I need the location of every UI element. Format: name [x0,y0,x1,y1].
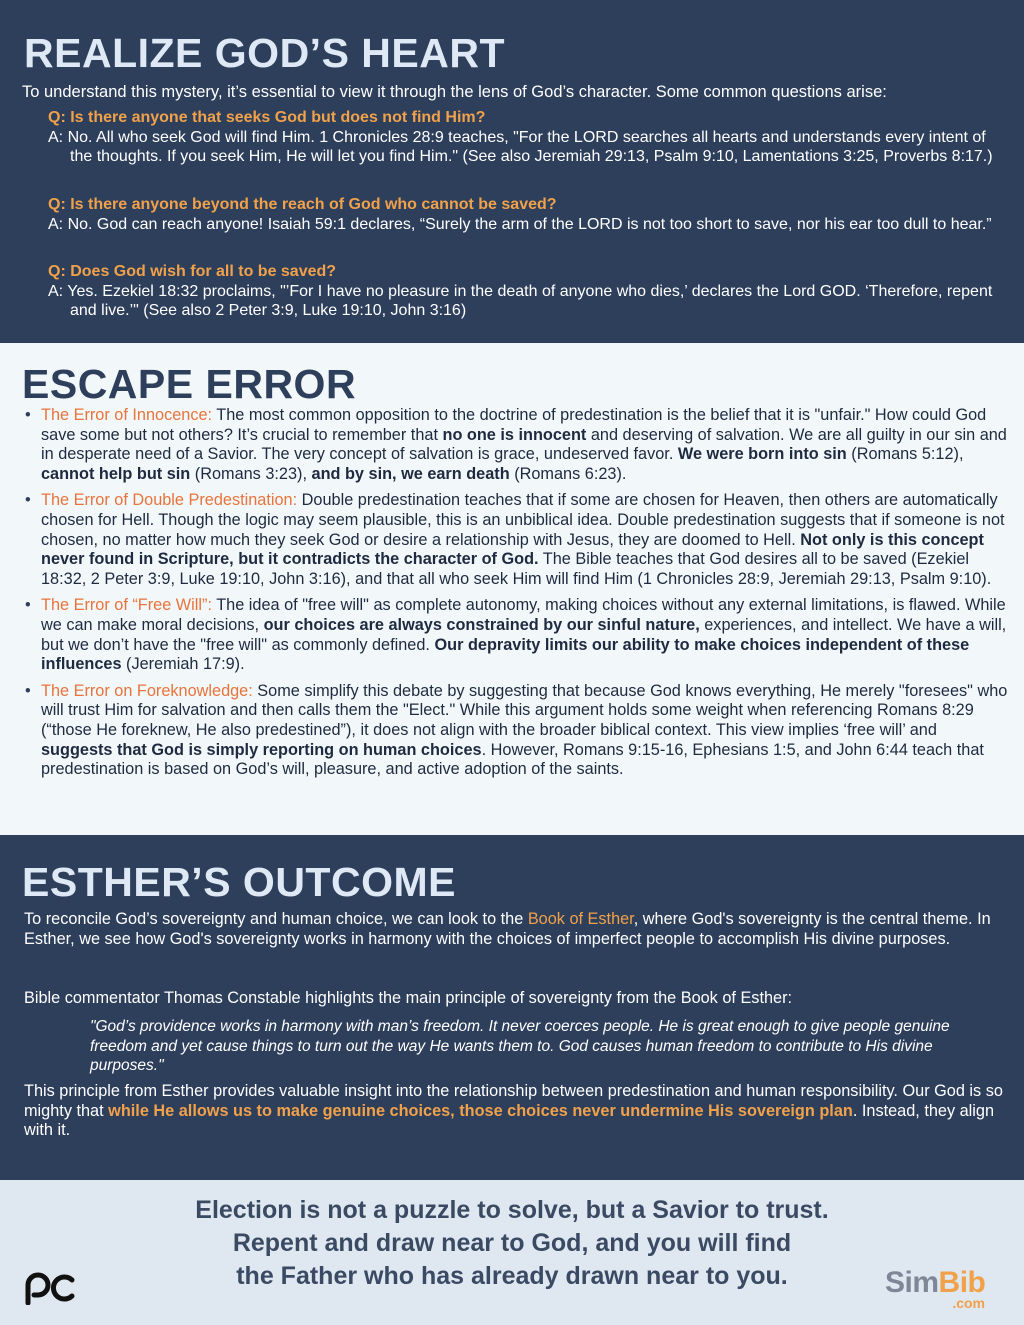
brand-bib: Bib [938,1266,986,1299]
paragraph [24,910,1004,949]
brand-dotcom: .com [952,1295,985,1311]
item-emphasis: We were born into sin [677,445,847,464]
item-text: The Bible teaches that God desires all to be saved (Ezekiel 18:32, 2 Peter 3:9, Luke 19:10, John 3:16), and that all who seek Him will find Him (1 Chronicles 28:9, Jeremiah 29:13, Psalm 9:10). [41,550,992,588]
item-lead: The Error of Double Predestination: [41,491,298,510]
realize-gods-heart-section [0,0,1024,343]
book-of-esther-highlight: Book of Esther [527,910,634,928]
brand-sim: Sim [885,1266,939,1299]
item-lead: The Error of “Free Will”: [41,596,212,615]
escape-error-section [0,343,1024,835]
paragraph: Bible commentator Thomas Constable highlights the main principle of sovereignty from the Book of Esther: [24,989,793,1007]
closing-statement [0,1194,1024,1293]
item-lead: The Error on Foreknowledge: [41,681,253,700]
question: Q: Is there anyone that seeks God but does not find Him? [48,109,486,126]
item-text: . However, Romans 9:15-16, Ephesians 1:5, and John 6:44 teach that predestination is based on God’s will, pleasure, and active adoption of the saints. [41,740,984,779]
paragraph [24,1082,1004,1141]
item-text: Some simplify this debate by suggesting that because God knows everything, He merely "foresees" who will trust Him for salvation and then calls them the "Elect." While this argument holds some weight when referencing Romans 8:29 (“those He foreknew, He also predestined”), it does not align with the broader biblical context. This view implies ‘free will’ and [41,681,1008,739]
paragraph-text: . Instead, they align with it. [24,1101,995,1140]
closing-line: Repent and draw near to God, and you will find [232,1229,792,1257]
closing-line: Election is not a puzzle to solve, but a Savior to trust. [195,1196,829,1224]
item-emphasis: suggests that God is simply reporting on human choices [41,740,482,759]
constable-quote: "God’s providence works in harmony with man’s freedom. It never coerces people. He is great enough to give people genuine freedom and yet cause things to turn out the way He wants them to. God causes human freedom to contribute to His divine purposes." [90,1018,950,1075]
question: Q: Does God wish for all to be saved? [48,263,337,280]
sovereign-plan-highlight: while He allows us to make genuine choices, those choices never undermine His sovereign plan [108,1101,853,1120]
item-emphasis: Not only is this concept never found in Scripture, but it contradicts the character of God. [41,530,984,569]
closing-footer [0,1180,1024,1325]
item-text: The most common opposition to the doctrine of predestination is the belief that it is "unfair." How could God save some but not others? It’s crucial to remember that [41,406,987,444]
item-text: Double predestination teaches that if some are chosen for Heaven, then others are automatically chosen for Hell. Though the logic may seem plausible, this is an unbiblical idea. Double predestination suggests that if someone is not chosen, no matter how much they seek God or desire a relationship with Jesus, they are doomed to Hell. [41,491,1005,549]
item-emphasis: no one is innocent [442,425,587,444]
item-text: and deserving of salvation. We are all guilty in our sin and in desperate need of a Savior. The very concept of salvation is grace, undeserved favor. [41,425,1007,464]
simbib-wordmark [885,1266,1005,1300]
list-item [41,491,1011,589]
item-emphasis: cannot help but sin [41,464,191,483]
item-lead: The Error of Innocence: [41,406,213,424]
error-list [22,406,1011,787]
esthers-outcome-section [0,835,1024,1180]
item-text: The idea of "free will" as complete autonomy, making choices without any external limitations, is flawed. While we can make moral decisions, [41,596,1006,634]
pc-logo-icon [22,1271,80,1305]
paragraph-text: , where God's sovereignty is the central theme. In Esther, we see how God's sovereignty works in harmony with the choices of imperfect people to accomplish His divine purposes. [24,910,991,948]
list-item [41,682,1011,780]
item-text: (Jeremiah 17:9). [121,655,245,674]
item-text: experiences, and intellect. We have a will, but we don’t have the "free will" as commonly defined. [41,615,1007,654]
qa-item [48,262,998,321]
qa-item [48,195,998,234]
question: Q: Is there anyone beyond the reach of God who cannot be saved? [48,196,557,213]
list-item [41,406,1011,484]
list-item [41,596,1011,674]
item-emphasis: our choices are always constrained by our sinful nature, [263,615,700,634]
paragraph-text: This principle from Esther provides valuable insight into the relationship between predestination and human responsibility. Our God is so mighty that [24,1082,1003,1120]
section-intro: To understand this mystery, it’s essential to view it through the lens of God’s character. Some common questions arise: [22,83,887,101]
section-title: ESTHER’S OUTCOME [22,859,456,905]
closing-line: the Father who has already drawn near to you. [236,1262,788,1290]
section-title: REALIZE GOD’S HEART [24,30,506,76]
item-text: (Romans 3:23), [190,464,312,483]
item-text: (Romans 5:12), [846,445,964,464]
paragraph-text: To reconcile God’s sovereignty and human choice, we can look to the [24,910,528,928]
answer: A: No. All who seek God will find Him. 1 Chronicles 28:9 teaches, "For the LORD searches all hearts and understands every intent of the thoughts. If you seek Him, He will let you find Him." (See also Jeremiah 29:13, Psalm 9:10, Lamentations 3:25, Proverbs 8:17.) [48,128,993,165]
answer: A: No. God can reach anyone! Isaiah 59:1 declares, “Surely the arm of the LORD is not too short to save, nor his ear too dull to hear.” [48,215,992,233]
simbib-logo [885,1266,1005,1316]
answer: A: Yes. Ezekiel 18:32 proclaims, "’For I have no pleasure in the death of anyone who dies,’ declares the Lord GOD. ‘Therefore, repent and live.’" (See also 2 Peter 3:9, Luke 19:10, John 3:16) [48,282,993,319]
item-emphasis: and by sin, we earn death [311,464,510,483]
qa-item [48,108,998,167]
item-text: (Romans 6:23). [509,464,627,483]
section-title: ESCAPE ERROR [22,361,357,407]
item-emphasis: Our depravity limits our ability to make choices independent of these influences [41,635,970,674]
